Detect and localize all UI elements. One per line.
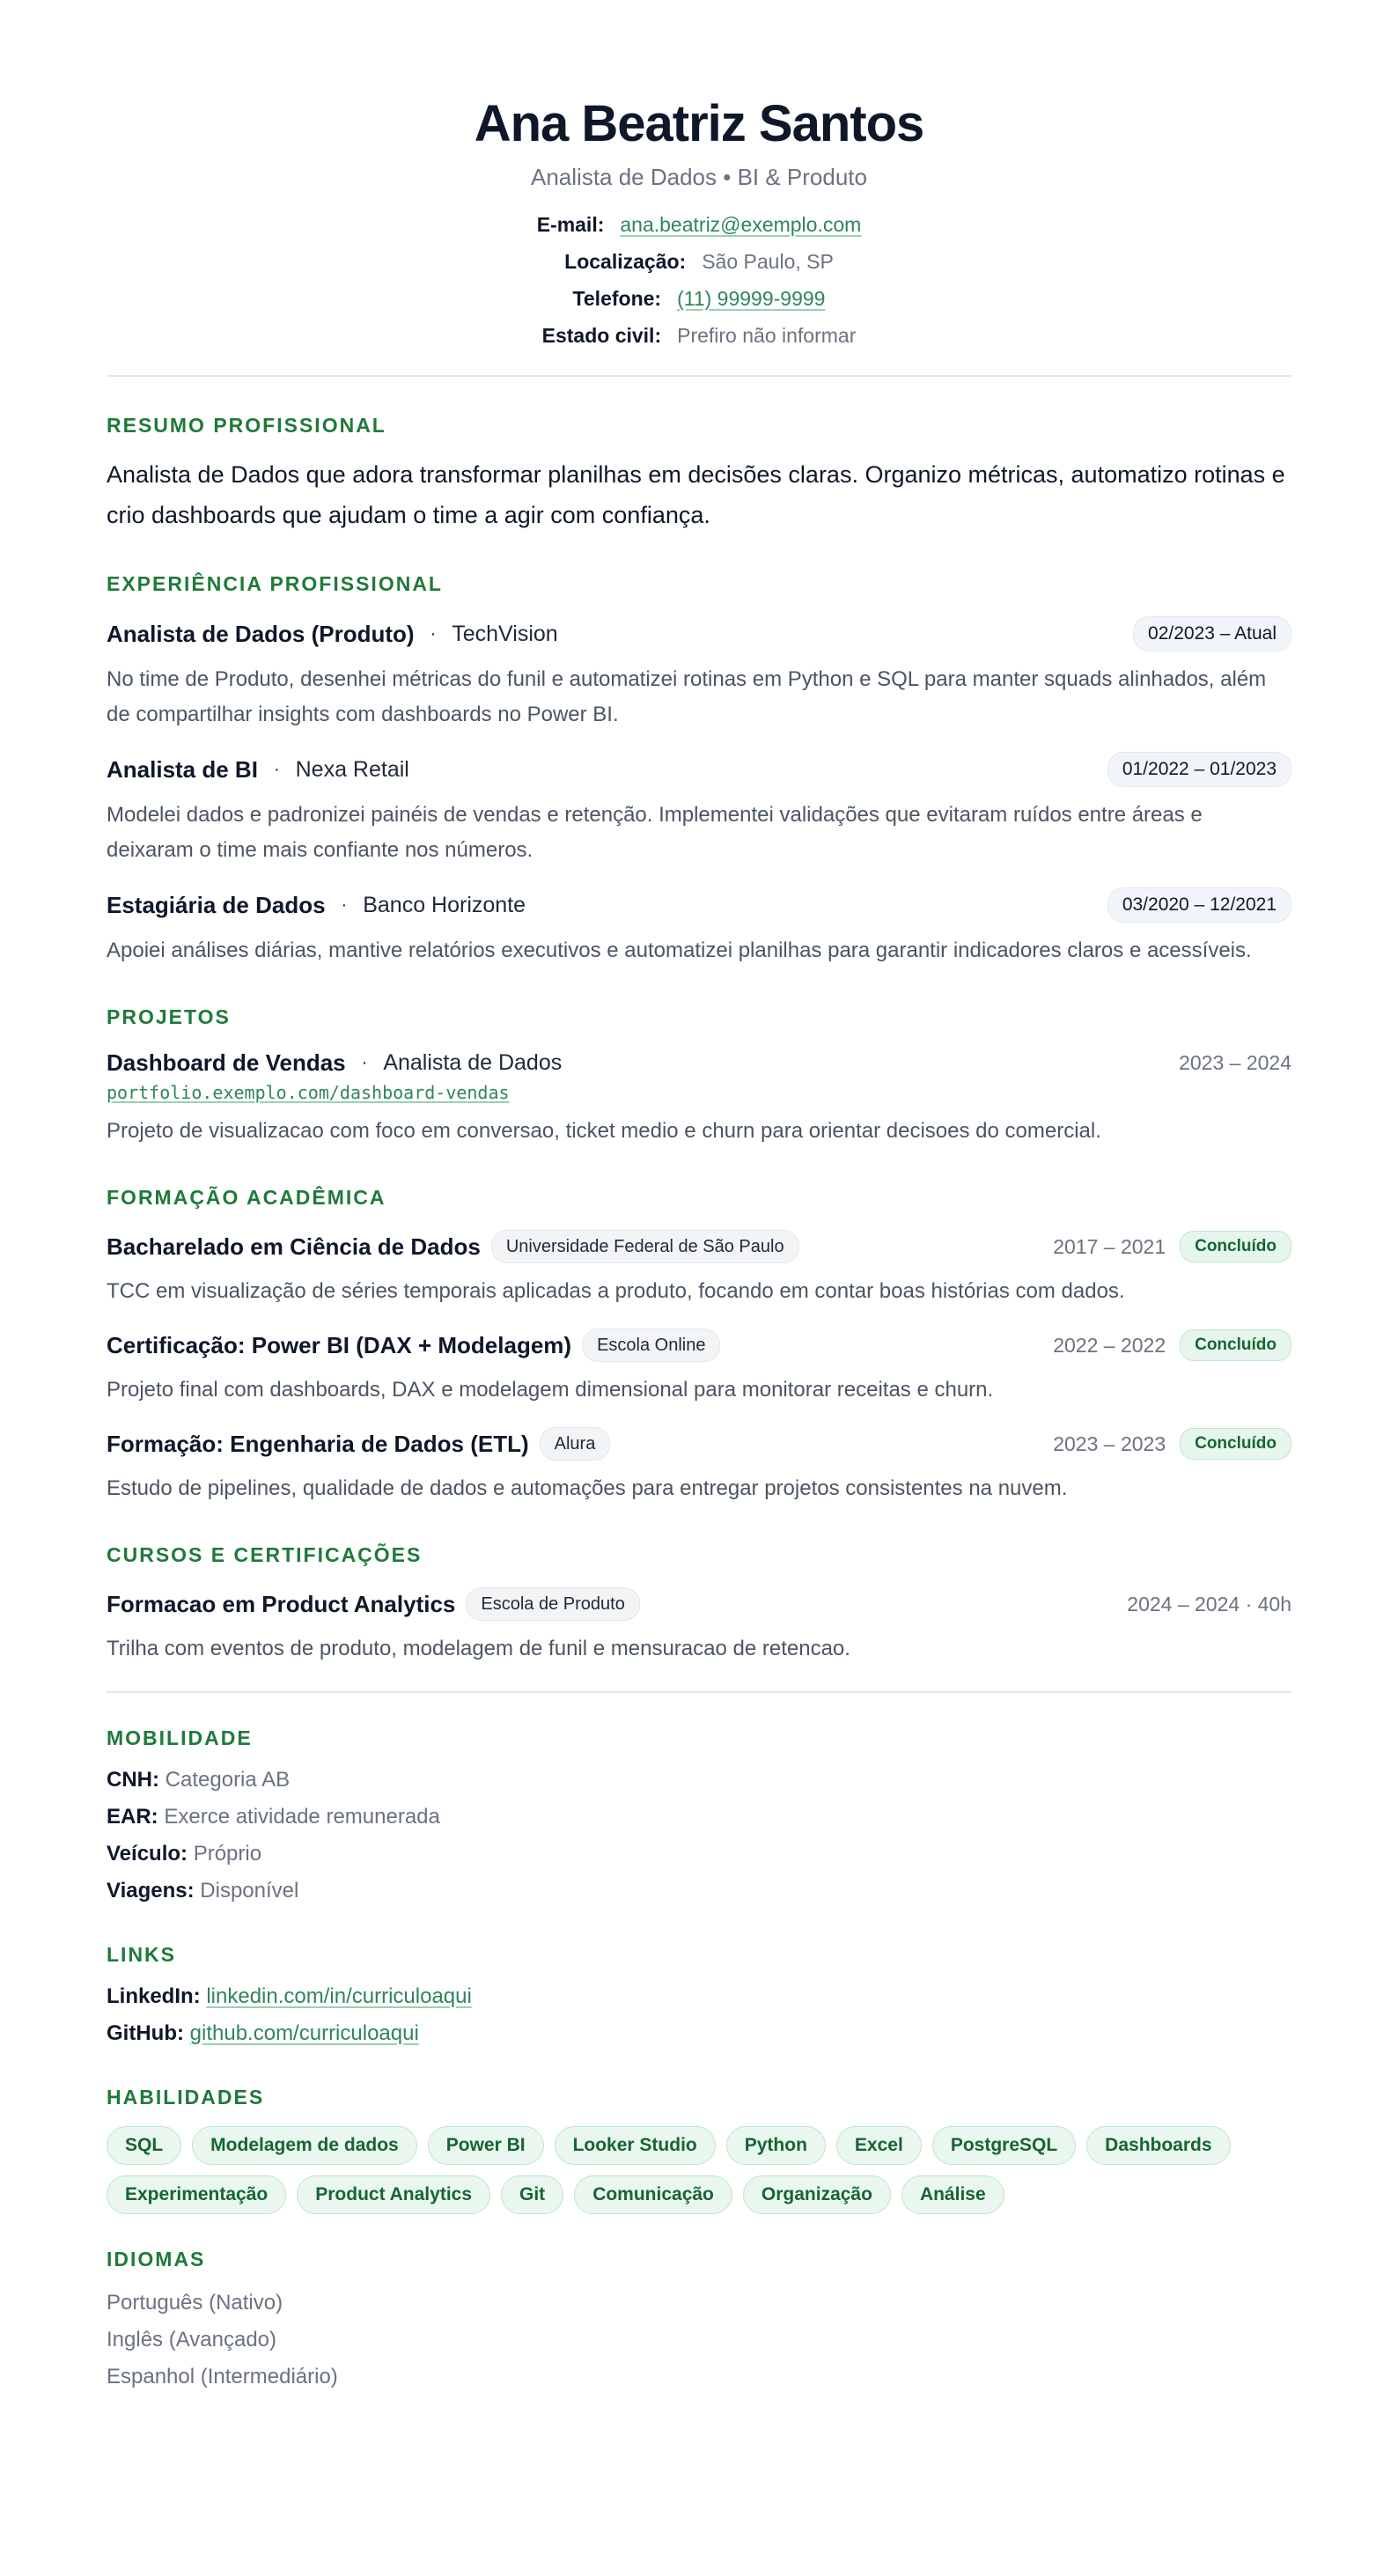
skill-chip: Power BI [428,2126,544,2165]
experience-item [107,616,1291,732]
experience-item-left [107,892,526,919]
mobility-title: MOBILIDADE [107,1726,253,1749]
education-item [107,1328,1291,1408]
github-link[interactable]: github.com/curriculoaqui [189,2021,419,2045]
mobility-list [107,1762,1291,1910]
mobility-item [107,1762,1291,1799]
separator-dot: · [430,623,437,644]
project-description: Projeto de visualizacao com foco em conversao, ticket medio e churn para orientar decisoes do comercial. [107,1119,1101,1143]
contact-phone-label: Telefone: [572,287,662,310]
education-section [107,1184,1291,1506]
contact-marital-value: Prefiro não informar [677,324,857,347]
resume-container [107,93,1291,2396]
separator-dot: · [361,1053,368,1072]
experience-description: Modelei dados e padronizei painéis de vendas e retenção. Implementei validações que evitaram ruídos entre áreas e deixaram o time mais confiante nos números. [107,803,1203,862]
contact-list [107,210,1291,350]
education-date: 2022 – 2022 [1053,1333,1166,1357]
course-item-head [107,1587,1291,1621]
experience-date-badge: 03/2020 – 12/2021 [1107,887,1291,923]
education-item-head [107,1230,1291,1263]
header [107,93,1291,350]
mobility-key: CNH: [107,1768,159,1792]
education-item-left [107,1230,799,1263]
experience-item-head [107,616,1291,651]
experience-role: Estagiária de Dados [107,891,326,918]
mobility-value: Disponível [200,1879,299,1903]
skills-title: HABILIDADES [107,2086,265,2109]
education-item [107,1230,1291,1309]
education-course: Bacharelado em Ciência de Dados [107,1233,481,1260]
projects-section [107,1004,1291,1149]
contact-marital-label: Estado civil: [541,324,662,347]
candidate-name: Ana Beatriz Santos [474,95,924,152]
experience-description: Apoiei análises diárias, mantive relatórios executivos e automatizei planilhas para garantir indicadores claros e acessíveis. [107,938,1252,962]
mobility-value: Próprio [193,1842,262,1866]
linkedin-link[interactable]: linkedin.com/in/curriculoaqui [206,1984,472,2008]
experience-section [107,570,1291,968]
course-item-left [107,1587,640,1621]
experience-company: Nexa Retail [295,756,409,782]
education-institution-badge: Universidade Federal de São Paulo [491,1230,799,1263]
skill-chip: Comunicação [574,2175,732,2214]
project-link[interactable]: portfolio.exemplo.com/dashboard-vendas [107,1082,510,1103]
projects-title: PROJETOS [107,1005,231,1028]
project-role: Analista de Dados [383,1050,563,1075]
mobility-value: Categoria AB [165,1768,291,1792]
skill-chip: Organização [743,2175,891,2214]
experience-date-badge: 01/2022 – 01/2023 [1107,752,1291,787]
skills-chip-list [107,2126,1291,2214]
separator-dot: · [341,894,348,915]
project-item-head [107,1049,1291,1077]
link-item [107,1978,1291,2015]
education-date: 2017 – 2021 [1053,1234,1166,1258]
education-course: Certificação: Power BI (DAX + Modelagem) [107,1331,572,1358]
contact-email-row [537,210,862,239]
skill-chip: Excel [836,2126,922,2165]
education-date: 2023 – 2023 [1053,1432,1166,1455]
contact-email-label: E-mail: [536,213,605,236]
mobility-section [107,1725,1291,1910]
experience-item [107,887,1291,968]
skill-chip: Dashboards [1086,2126,1230,2165]
summary-section [107,412,1291,535]
education-description: Projeto final com dashboards, DAX e modelagem dimensional para monitorar receitas e churn. [107,1378,994,1402]
section-divider [107,1691,1291,1693]
contact-location-value: São Paulo, SP [702,250,834,273]
courses-section [107,1542,1291,1667]
links-title: LINKS [107,1943,176,1966]
education-right-group [1053,1329,1291,1361]
skill-chip: SQL [107,2126,181,2165]
education-institution-badge: Escola Online [582,1328,720,1362]
education-item [107,1427,1291,1506]
link-key: LinkedIn: [107,1984,201,2008]
skills-section [107,2084,1291,2214]
education-status-badge: Concluído [1180,1231,1291,1262]
course-item [107,1587,1291,1667]
experience-item-head [107,887,1291,923]
contact-location-label: Localização: [564,250,687,273]
education-right-group [1053,1428,1291,1460]
education-item-left [107,1328,720,1362]
header-divider [107,375,1291,377]
language-item: Espanhol (Intermediário) [107,2365,338,2388]
mobility-key: EAR: [107,1805,158,1829]
mobility-key: Veículo: [107,1842,188,1866]
courses-title: CURSOS E CERTIFICAÇÕES [107,1543,423,1566]
contact-phone-row [573,283,826,313]
skill-chip: Python [726,2126,826,2165]
experience-item-head [107,752,1291,787]
skill-chip: Git [501,2175,563,2214]
project-item [107,1049,1291,1149]
education-right-group [1053,1231,1291,1262]
experience-role: Analista de BI [107,755,258,783]
education-status-badge: Concluído [1180,1329,1291,1361]
mobility-item [107,1873,1291,1910]
education-item-left [107,1427,610,1461]
contact-location-row [564,247,834,276]
experience-description: No time de Produto, desenhei métricas do funil e automatizei rotinas em Python e SQL para manter squads alinhados, além de compartilhar insights com dashboards no Power BI. [107,667,1267,726]
experience-date-badge: 02/2023 – Atual [1133,616,1291,651]
education-description: TCC em visualização de séries temporais aplicadas a produto, focando em contar boas histórias com dados. [107,1279,1125,1303]
project-date: 2023 – 2024 [1179,1051,1291,1074]
experience-company: TechVision [452,621,558,646]
course-institution-badge: Escola de Produto [466,1587,639,1621]
course-date: 2024 – 2024 · 40h [1127,1592,1291,1616]
experience-title: EXPERIÊNCIA PROFISSIONAL [107,572,443,595]
mobility-value: Exerce atividade remunerada [164,1805,440,1829]
experience-item [107,752,1291,868]
education-description: Estudo de pipelines, qualidade de dados e automações para entregar projetos consistentes na nuvem. [107,1476,1068,1500]
languages-title: IDIOMAS [107,2248,206,2271]
experience-item-left [107,756,409,784]
contact-email-link[interactable]: ana.beatriz@exemplo.com [620,213,862,236]
mobility-item [107,1799,1291,1836]
link-key: GitHub: [107,2021,184,2045]
experience-item-left [107,621,558,648]
skill-chip: Análise [901,2175,1004,2214]
skill-chip: Looker Studio [555,2126,716,2165]
language-item: Português (Nativo) [107,2291,283,2315]
candidate-title: Analista de Dados • BI & Produto [531,164,867,190]
education-item-head [107,1427,1291,1461]
project-item-left [107,1049,562,1077]
language-item: Inglês (Avançado) [107,2328,277,2352]
languages-section [107,2246,1291,2396]
mobility-key: Viagens: [107,1879,195,1903]
experience-role: Analista de Dados (Produto) [107,620,415,647]
course-description: Trilha com eventos de produto, modelagem de funil e mensuracao de retencao. [107,1637,850,1660]
links-section [107,1941,1291,2052]
separator-dot: · [273,759,280,779]
skill-chip: Product Analytics [297,2175,490,2214]
education-item-head [107,1328,1291,1362]
mobility-item [107,1836,1291,1873]
links-list [107,1978,1291,2052]
experience-company: Banco Horizonte [363,892,526,917]
course-name: Formacao em Product Analytics [107,1590,456,1617]
contact-phone-link[interactable]: (11) 99999-9999 [677,287,826,310]
summary-text: Analista de Dados que adora transformar planilhas em decisões claras. Organizo métricas, automatizo rotinas e crio dashboards que ajudam o time a agir com confiança. [107,461,1285,528]
languages-list [107,2285,1291,2396]
education-course: Formação: Engenharia de Dados (ETL) [107,1430,529,1457]
education-institution-badge: Alura [540,1427,611,1461]
project-name: Dashboard de Vendas [107,1049,346,1076]
skill-chip: PostgreSQL [932,2126,1076,2165]
education-status-badge: Concluído [1180,1428,1291,1460]
skill-chip: Experimentação [107,2175,286,2214]
link-item [107,2015,1291,2052]
contact-marital-row [542,320,857,350]
education-title: FORMAÇÃO ACADÊMICA [107,1186,386,1209]
skill-chip: Modelagem de dados [192,2126,417,2165]
summary-title: RESUMO PROFISSIONAL [107,414,386,437]
